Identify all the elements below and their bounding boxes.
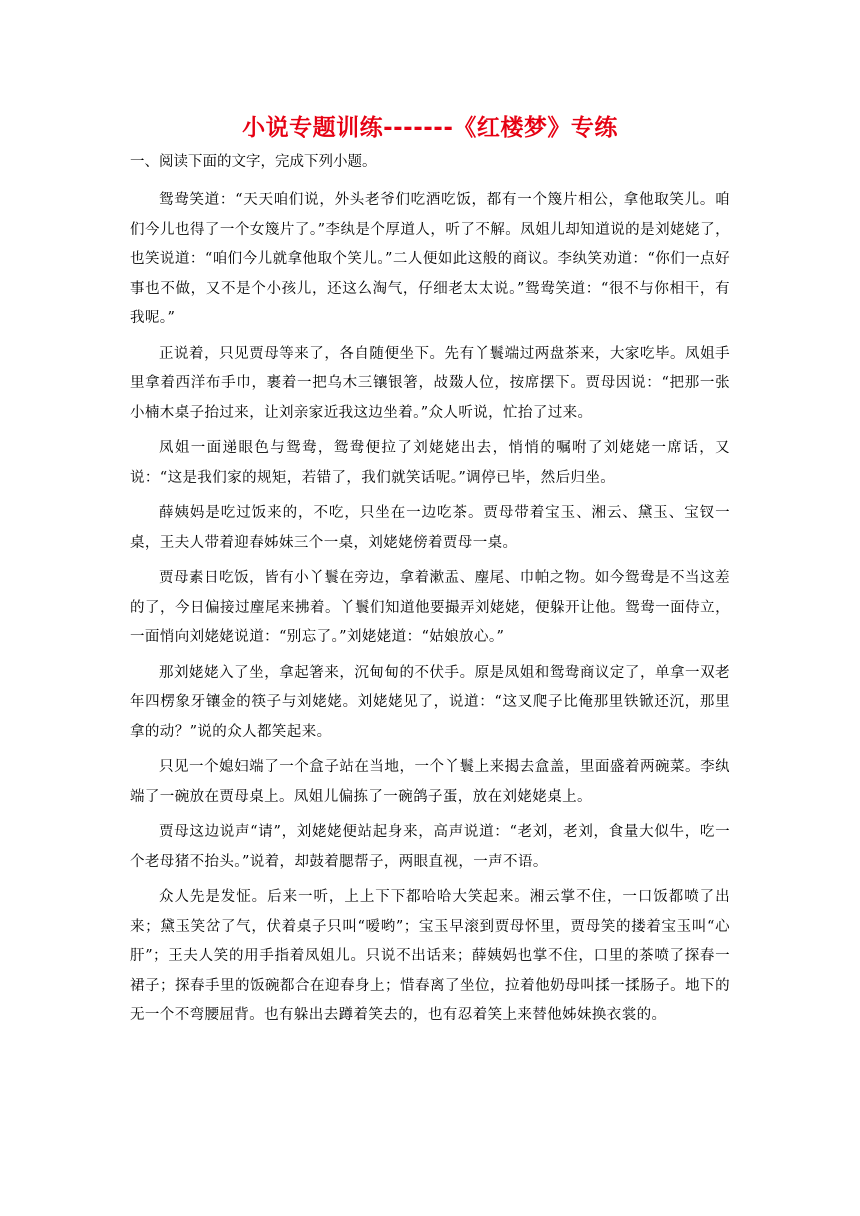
reading-passage (130, 186, 730, 1031)
passage-paragraph: 只见一个媳妇端了一个盒子站在当地，一个丫鬟上来揭去盒盖，里面盛着两碗菜。李纨端了一碗放在贾母桌上。凤姐儿偏拣了一碗鸽子蛋，放在刘姥姥桌上。 (130, 759, 730, 805)
passage-paragraph: 贾母这边说声“请”，刘姥姥便站起身来，高声说道：“老刘，老刘，食量大似牛，吃一个老母猪不抬头。”说着，却鼓着腮帮子，两眼直视，一声不语。 (130, 824, 730, 870)
passage-paragraph: 鸳鸯笑道：“天天咱们说，外头老爷们吃酒吃饭，都有一个篾片相公，拿他取笑儿。咱们今儿也得了一个女篾片了。”李纨是个厚道人，听了不解。凤姐儿却知道说的是刘姥姥了，也笑说道：“咱们今儿就拿他取个笑儿。”二人便如此这般的商议。李纨笑劝道：“你们一点好事也不做，又不是个小孩儿，还这么淘气，仔细老太太说。”鸳鸯笑道：“很不与你相干，有我呢。” (130, 192, 730, 326)
document-title: 小说专题训练-------《红楼梦》专练 (242, 115, 618, 141)
passage-paragraph: 正说着，只见贾母等来了，各自随便坐下。先有丫鬟端过两盘茶来，大家吃毕。凤姐手里拿着西洋布手巾，裹着一把乌木三镶银箸，敁敠人位，按席摆下。贾母因说：“把那一张小楠木桌子抬过来，让刘亲家近我这边坐着。”众人听说，忙抬了过来。 (130, 345, 730, 421)
passage-paragraph: 薛姨妈是吃过饭来的，不吃，只坐在一边吃茶。贾母带着宝玉、湘云、黛玉、宝钗一桌，王夫人带着迎春姊妹三个一桌，刘姥姥傍着贾母一桌。 (130, 505, 730, 551)
passage-paragraph: 那刘姥姥入了坐，拿起箸来，沉甸甸的不伏手。原是凤姐和鸳鸯商议定了，单拿一双老年四楞象牙镶金的筷子与刘姥姥。刘姥姥见了，说道：“这叉爬子比俺那里铁锨还沉，那里拿的动？”说的众人都笑起来。 (130, 664, 730, 740)
passage-paragraph: 凤姐一面递眼色与鸳鸯，鸳鸯便拉了刘姥姥出去，悄悄的嘱咐了刘姥姥一席话，又说：“这是我们家的规矩，若错了，我们就笑话呢。”调停已毕，然后归坐。 (130, 440, 730, 486)
passage-paragraph: 贾母素日吃饭，皆有小丫鬟在旁边，拿着漱盂、麈尾、巾帕之物。如今鸳鸯是不当这差的了，今日偏接过麈尾来拂着。丫鬟们知道他要撮弄刘姥姥，便躲开让他。鸳鸯一面侍立，一面悄向刘姥姥说道：“别忘了。”刘姥姥道：“姑娘放心。” (130, 570, 730, 645)
passage-paragraph: 众人先是发怔。后来一听，上上下下都哈哈大笑起来。湘云掌不住，一口饭都喷了出来；黛玉笑岔了气，伏着桌子只叫“嗳哟”；宝玉早滚到贾母怀里，贾母笑的搂着宝玉叫“心肝”；王夫人笑的用手指着凤姐儿。只说不出话来；薛姨妈也掌不住，口里的茶喷了探春一裙子；探春手里的饭碗都合在迎春身上；惜春离了坐位，拉着他奶母叫揉一揉肠子。地下的无一个不弯腰屈背。也有躲出去蹲着笑去的，也有忍着笑上来替他姊妹换衣裳的。 (130, 889, 730, 1023)
section-heading: 一、阅读下面的文字，完成下列小题。 (130, 154, 377, 170)
document-page (130, 108, 730, 1037)
